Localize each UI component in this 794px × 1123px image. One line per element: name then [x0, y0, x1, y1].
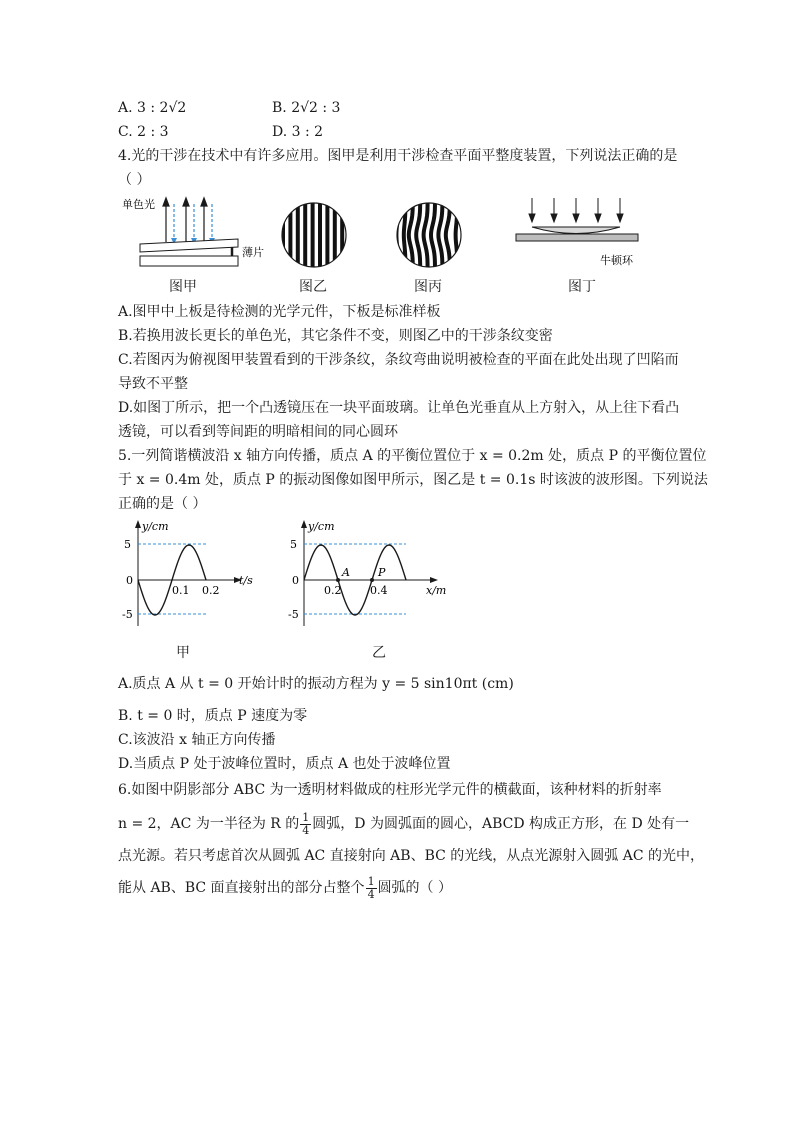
q5-stem-line3: 正确的是（ ）	[118, 496, 207, 512]
graph-yi-waveform	[282, 518, 452, 630]
graph-yi-ytick-zero: 0	[292, 574, 299, 587]
fringe-stripe	[431, 198, 435, 272]
q4-option-d-line1: D.如图丁所示，把一个凸透镜压在一块平面玻璃。让单色光垂直从上方射入，从上往下看凸	[118, 400, 680, 416]
graph-yi-ytick-neg: -5	[288, 608, 299, 621]
caption-graph-yi: 乙	[372, 645, 386, 661]
figure-jia-apparatus	[118, 194, 268, 274]
q4-option-a: A.图甲中上板是待检测的光学元件，下板是标准样板	[118, 304, 441, 320]
fraction-denominator: 4	[302, 823, 310, 837]
graph-jia-ylabel: y/cm	[142, 520, 169, 533]
caption-fig-yi: 图乙	[299, 279, 327, 295]
fraction-numerator-2: 1	[367, 874, 375, 888]
figure-bing-bent-fringes	[395, 198, 463, 272]
label-monochromatic-light: 单色光	[122, 198, 155, 211]
q6-line3: 点光源。若只考虑首次从圆弧 AC 直接射向 AB、BC 的光线，从点光源射入圆弧 AC 的光中，	[118, 848, 705, 864]
point-a-marker	[336, 578, 340, 582]
q6-line2-part-b: 圆弧，D 为圆弧面的圆心，ABCD 构成正方形，在 D 处有一	[312, 816, 690, 832]
fringe-stripe	[416, 198, 420, 272]
graph-yi-point-p: P	[378, 566, 386, 579]
q6-line2	[118, 808, 689, 840]
graph-yi-point-a: A	[342, 566, 350, 579]
q6-line4	[118, 872, 452, 904]
q4-option-c-line2: 导致不平整	[118, 376, 188, 392]
figure-yi-straight-fringes	[280, 198, 348, 272]
caption-fig-bing: 图丙	[414, 279, 442, 295]
fraction-numerator: 1	[302, 810, 310, 824]
q6-line4-part-a: 能从 AB、BC 面直接射出的部分占整个	[118, 880, 365, 896]
graph-jia-xtick-1: 0.1	[172, 584, 190, 597]
graph-yi-ylabel: y/cm	[308, 520, 335, 533]
q4-option-d-line2: 透镜，可以看到等间距的明暗相间的同心圆环	[118, 424, 398, 440]
graph-jia-ytick-zero: 0	[126, 574, 133, 587]
fraction-quarter-2	[366, 876, 377, 901]
graph-jia-vibration	[118, 518, 258, 630]
q4-option-b: B.若换用波长更长的单色光，其它条件不变，则图乙中的干涉条纹变密	[118, 328, 553, 344]
graph-jia-xtick-2: 0.2	[202, 584, 220, 597]
q6-line2-part-a: n = 2，AC 为一半径为 R 的	[118, 816, 300, 832]
figure-ding-newton-rings	[510, 196, 650, 272]
q5-option-b: B. t = 0 时，质点 P 速度为零	[118, 708, 308, 724]
graph-yi-xlabel: x/m	[426, 584, 447, 597]
graph-jia-xlabel: t/s	[239, 574, 253, 587]
q5-option-a: A.质点 A 从 t = 0 开始计时的振动方程为 y = 5 sin10πt (cm)	[118, 676, 514, 692]
q3-option-b: B. 2√2 : 3	[272, 100, 341, 116]
caption-fig-ding: 图丁	[568, 279, 596, 295]
fraction-quarter	[300, 812, 311, 837]
label-newton-rings: 牛顿环	[600, 254, 633, 267]
q4-paren: （ ）	[118, 172, 151, 188]
q5-stem-line2: 于 x = 0.4m 处，质点 P 的振动图像如图甲所示，图乙是 t = 0.1s 时该波的波形图。下列说法	[118, 472, 708, 488]
fringe-stripe	[456, 198, 458, 272]
caption-fig-jia: 图甲	[169, 279, 197, 295]
fraction-denominator-2: 4	[367, 887, 375, 901]
q6-line1: 6.如图中阴影部分 ABC 为一透明材料做成的柱形光学元件的横截面，该种材料的折射率	[118, 782, 662, 798]
q3-option-c: C. 2 : 3	[118, 124, 169, 140]
q5-option-c: C.该波沿 x 轴正方向传播	[118, 732, 276, 748]
graph-jia-ytick-pos: 5	[124, 538, 131, 551]
label-thin-sheet: 薄片	[242, 246, 264, 259]
q5-option-d: D.当质点 P 处于波峰位置时，质点 A 也处于波峰位置	[118, 756, 451, 772]
graph-jia-ytick-neg: -5	[122, 608, 133, 621]
point-p-marker	[370, 578, 374, 582]
q5-stem-line1: 5.一列简谐横波沿 x 轴方向传播，质点 A 的平衡位置位于 x = 0.2m 处，质点 P 的平衡位置位	[118, 448, 707, 464]
graph-yi-ytick-pos: 5	[290, 538, 297, 551]
fringe-stripe	[404, 198, 406, 272]
q4-option-c-line1: C.若图丙为俯视图甲装置看到的干涉条纹，条纹弯曲说明被检查的平面在此处出现了凹陷而	[118, 352, 679, 368]
q3-option-d: D. 3 : 2	[272, 124, 324, 140]
caption-graph-jia: 甲	[176, 645, 190, 661]
q3-option-a: A. 3 : 2√2	[118, 100, 187, 116]
q4-stem: 4.光的干涉在技术中有许多应用。图甲是利用干涉检查平面平整度装置，下列说法正确的是	[118, 148, 678, 164]
fringe-stripe	[438, 198, 442, 272]
graph-yi-xtick-1: 0.2	[324, 584, 342, 597]
fringe-stripe	[424, 198, 428, 272]
graph-yi-xtick-2: 0.4	[370, 584, 388, 597]
q6-line4-part-b: 圆弧的（ ）	[377, 880, 453, 896]
